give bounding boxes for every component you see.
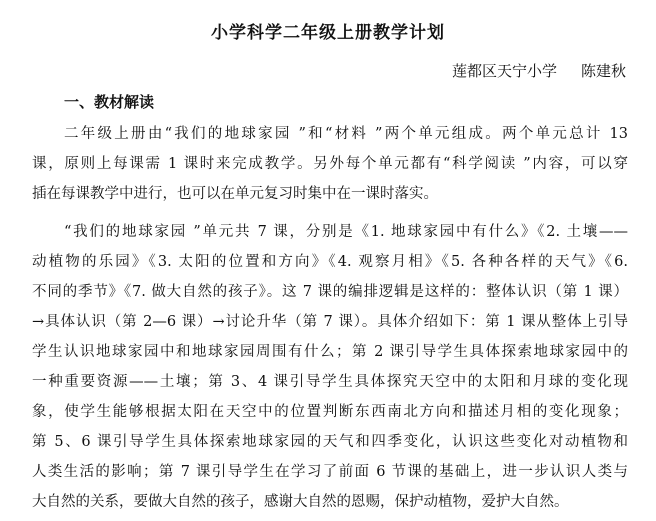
paragraph-line: 插在每课教学中进行，也可以在单元复习时集中在一课时落实。 <box>32 186 438 202</box>
paragraph-line: →具体认识（第 2—6 课）→讨论升华（第 7 课）。具体介绍如下：第 1 课从整体上引导 <box>32 314 628 330</box>
paragraph-line: 大自然的关系，要做大自然的孩子，感谢大自然的恩赐，保护动植物，爱护大自然。 <box>32 494 569 510</box>
paragraph-line: “我们的地球家园 ”单元共 7 课，分别是《1. 地球家园中有什么》《2. 土壤—— <box>64 224 628 240</box>
paragraph-line: 课，原则上每课需 1 课时来完成教学。另外每个单元都有“科学阅读 ”内容，可以穿 <box>32 156 628 172</box>
page-title: 小学科学二年级上册教学计划 <box>211 23 445 43</box>
paragraph-line: 一种重要资源——土壤；第 3、4 课引导学生具体探究天空中的太阳和月球的变化现 <box>32 374 628 390</box>
document-body <box>32 119 628 517</box>
author-line <box>452 60 626 81</box>
paragraph-line: 象，使学生能够根据太阳在天空中的位置判断东西南北方向和描述月相的变化现象； <box>32 404 628 420</box>
author-name: 陈建秋 <box>580 62 626 80</box>
paragraph-line: 动植物的乐园》《3. 太阳的位置和方向》《4. 观察月相》《5. 各种各样的天气》《6. <box>32 254 628 270</box>
paragraph-1 <box>32 119 628 209</box>
paragraph-line: 人类生活的影响；第 7 课引导学生在学习了前面 6 节课的基础上，进一步认识人类与 <box>32 464 628 480</box>
school-name: 莲都区天宁小学 <box>451 62 557 80</box>
paragraph-2 <box>32 217 628 517</box>
paragraph-line: 不同的季节》《7. 做大自然的孩子》。这 7 课的编排逻辑是这样的：整体认识（第 1 课） <box>32 284 628 300</box>
paragraph-gap <box>32 209 628 217</box>
paragraph-line: 第 5、6 课引导学生具体探索地球家园的天气和四季变化，认识这些变化对动植物和 <box>32 434 628 450</box>
paragraph-line: 二年级上册由“我们的地球家园 ”和“材料 ”两个单元组成。两个单元总计 13 <box>64 126 628 142</box>
paragraph-line: 学生认识地球家园中和地球家园周围有什么；第 2 课引导学生具体探索地球家园中的 <box>32 344 628 360</box>
section-heading: 一、教材解读 <box>64 93 155 111</box>
